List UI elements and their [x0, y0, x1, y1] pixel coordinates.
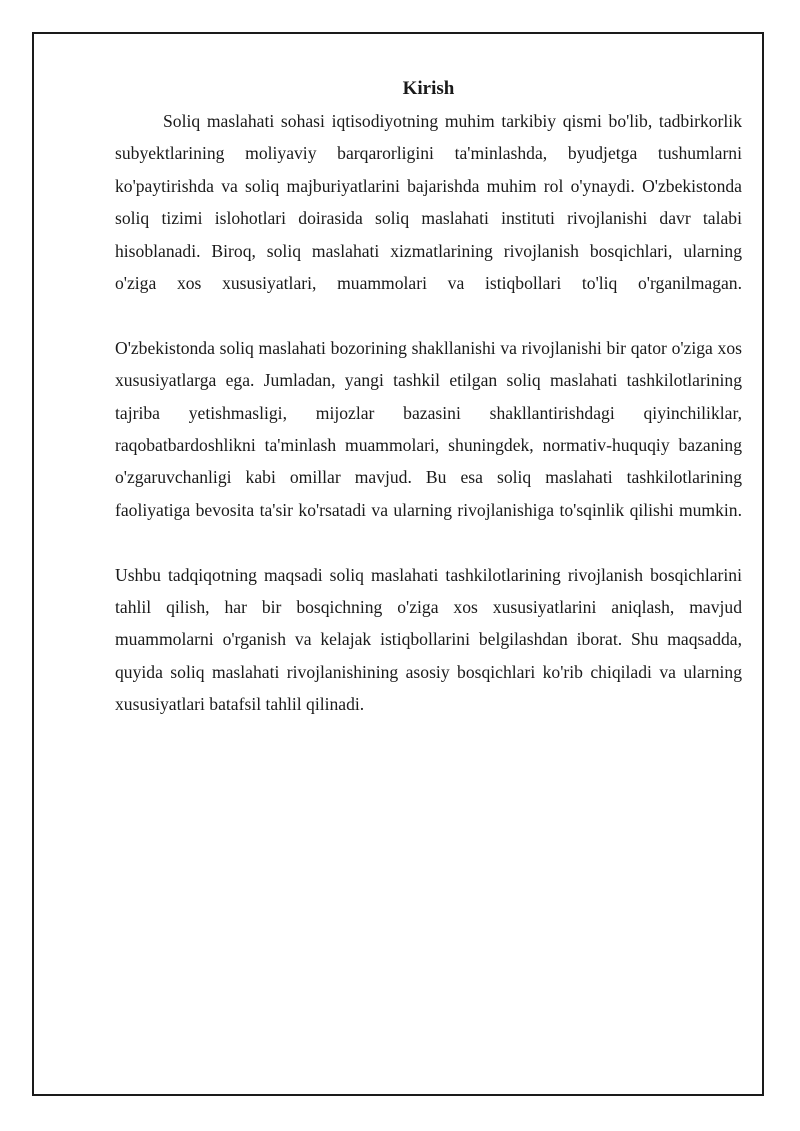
- paragraph-intro: Soliq maslahati sohasi iqtisodiyotning muhim tarkibiy qismi bo'lib, tadbirkorlik subyektlarining moliyaviy barqarorligini ta'minlashda, byudjetga tushumlarni ko'paytirishda va soliq majburiyatlarini bajarishda muhim rol o'ynaydi. O'zbekistonda soliq tizimi islohotlari doirasida soliq maslahati instituti rivojlanishi davr talabi hisoblanadi. Biroq, soliq maslahati xizmatlarining rivojlanish bosqichlari, ularning o'ziga xos xususiyatlari, muammolari va istiqbollari to'liq o'rganilmagan.: [115, 111, 742, 294]
- paragraph-purpose: Ushbu tadqiqotning maqsadi soliq maslahati tashkilotlarining rivojlanish bosqichlarini tahlil qilish, har bir bosqichning o'ziga xos xususiyatlarini aniqlash, mavjud muammolarni o'rganish va kelajak istiqbollarini belgilashdan iborat. Shu maqsadda, quyida soliq maslahati rivojlanishining asosiy bosqichlari ko'rib chiqiladi va ularning xususiyatlari batafsil tahlil qilinadi.: [115, 564, 742, 715]
- paragraph-spacer: [115, 526, 742, 558]
- paragraph-spacer: [115, 299, 742, 331]
- document-body: [115, 73, 742, 721]
- paragraph-features: O'zbekistonda soliq maslahati bozorining shakllanishi va rivojlanishi bir qator o'ziga xos xususiyatlarga ega. Jumladan, yangi tashkil etilgan soliq maslahati tashkilotlarining tajriba yetishmasligi, mijozlar bazasini shakllantirishdagi qiyinchiliklar, raqobatbardoshlikni ta'minlash muammolari, shuningdek, normativ-huquqiy bazaning o'zgaruvchanligi kabi omillar mavjud. Bu esa soliq maslahati tashkilotlarining faoliyatiga bevosita ta'sir ko'rsatadi va ularning rivojlanishiga to'sqinlik qilishi mumkin.: [115, 337, 742, 520]
- page-title: Kirish: [402, 78, 455, 99]
